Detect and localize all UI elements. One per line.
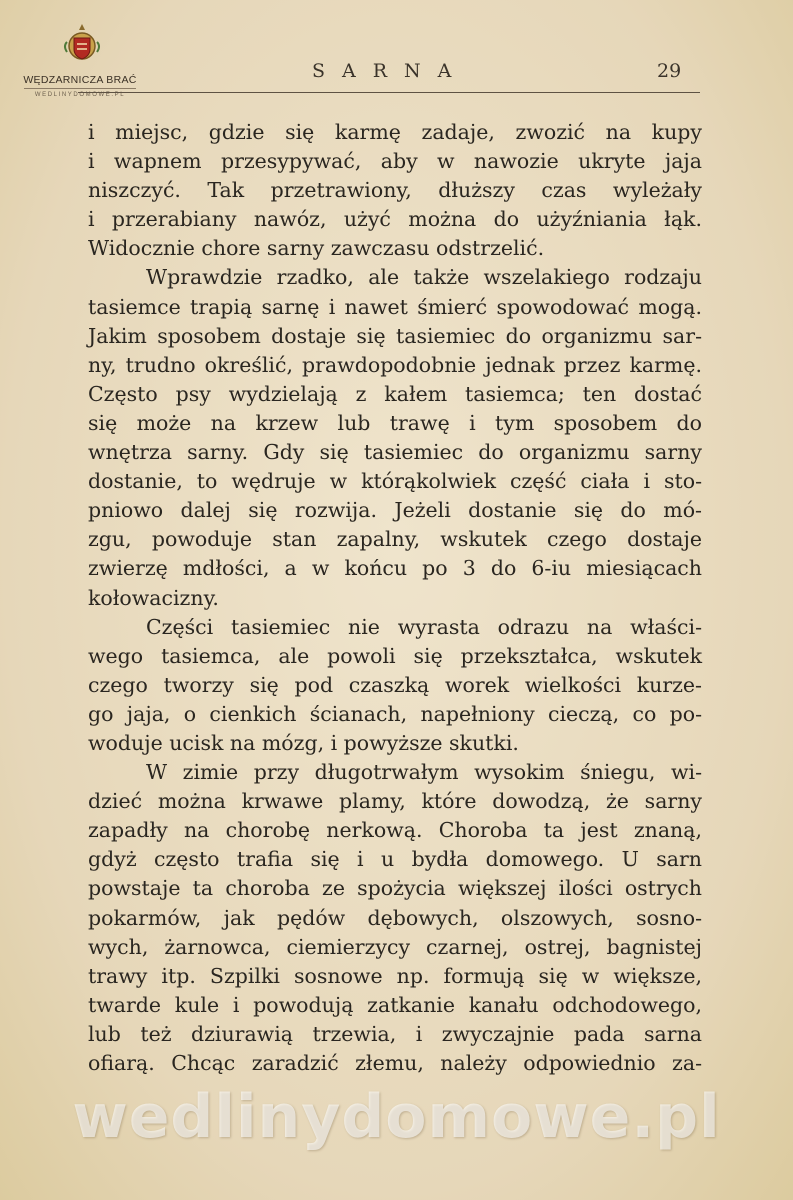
- text-line: W zimie przy długotrwałym wysokim śniegu, wi-: [146, 760, 702, 785]
- brand-name: WĘDZARNICZA BRAĆ: [23, 74, 137, 86]
- text-line: lub też dziurawią trzewia, i zwyczajnie pada sarna: [88, 1021, 702, 1046]
- text-line: zapadły na chorobę nerkową. Choroba ta jest znaną,: [88, 818, 702, 843]
- text-line: kołowacizny.: [88, 585, 219, 610]
- page-number: 29: [657, 60, 682, 82]
- text-line: dzieć można krwawe plamy, które dowodzą, że sarny: [88, 789, 702, 814]
- text-line: Często psy wydzielają z kałem tasiemca; ten dostać: [88, 381, 702, 406]
- text-line: trawy itp. Szpilki sosnowe np. formują się w większe,: [88, 963, 702, 988]
- body-text: [88, 118, 702, 1078]
- text-line: wnętrza sarny. Gdy się tasiemiec do organizmu sarny: [88, 440, 702, 465]
- text-line: i wapnem przesypywać, aby w nawozie ukryte jaja: [88, 149, 702, 174]
- text-line: zgu, powoduje stan zapalny, wskutek czego dostaje: [88, 527, 702, 552]
- text-line: pniowo dalej się rozwija. Jeżeli dostanie się do mó-: [88, 498, 702, 523]
- text-line: Jakim sposobem dostaje się tasiemiec do organizmu sar-: [88, 323, 702, 348]
- text-line: go jaja, o cienkich ścianach, napełniony cieczą, co po-: [88, 701, 702, 726]
- text-line: się może na krzew lub trawę i tym sposobem do: [88, 410, 702, 435]
- text-line: dostanie, to wędruje w którąkolwiek część ciała i sto-: [88, 469, 702, 494]
- text-line: wego tasiemca, ale powoli się przekształca, wskutek: [88, 643, 702, 668]
- text-line: Części tasiemiec nie wyrasta odrazu na właści-: [146, 614, 702, 639]
- text-line: powstaje ta choroba ze spożycia większej ilości ostrych: [88, 876, 702, 901]
- text-line: Widocznie chore sarny zawczasu odstrzelić.: [88, 236, 545, 261]
- text-line: ofiarą. Chcąc zaradzić złemu, należy odpowiednio za-: [88, 1051, 702, 1075]
- text-line: niszczyć. Tak przetrawiony, dłuższy czas wyleżały: [88, 178, 702, 203]
- text-line: tasiemce trapią sarnę i nawet śmierć spowodować mogą.: [88, 294, 702, 319]
- text-line: ny, trudno określić, prawdopodobnie jednak przez karmę.: [88, 352, 702, 377]
- text-line: czego tworzy się pod czaszką worek wielkości kurze-: [88, 672, 702, 697]
- crest-icon: [60, 22, 104, 68]
- watermark: wedlinydomowe.pl: [72, 1082, 721, 1152]
- text-line: twarde kule i powodują zatkanie kanału odchodowego,: [88, 992, 702, 1017]
- header-rule: [78, 92, 700, 93]
- running-title: SARNA: [312, 60, 469, 82]
- text-line: zwierzę mdłości, a w końcu po 3 do 6-iu miesiącach: [88, 556, 702, 581]
- text-line: i przerabiany nawóz, użyć można do użyźniania łąk.: [88, 207, 702, 232]
- brand-logo: [10, 8, 150, 100]
- text-line: woduje ucisk na mózg, i powyższe skutki.: [88, 730, 519, 755]
- text-line: gdyż często trafia się i u bydła domowego. U sarn: [88, 847, 702, 872]
- text-line: i miejsc, gdzie się karmę zadaje, zwozić na kupy: [88, 120, 702, 144]
- text-line: pokarmów, jak pędów dębowych, olszowych, sosno-: [88, 905, 702, 930]
- brand-url: WEDLINYDOMOWE.PL: [34, 92, 126, 98]
- text-line: Wprawdzie rzadko, ale także wszelakiego rodzaju: [146, 265, 702, 290]
- brand-divider: [24, 88, 136, 89]
- text-line: wych, żarnowca, ciemierzycy czarnej, ostrej, bagnistej: [88, 934, 702, 959]
